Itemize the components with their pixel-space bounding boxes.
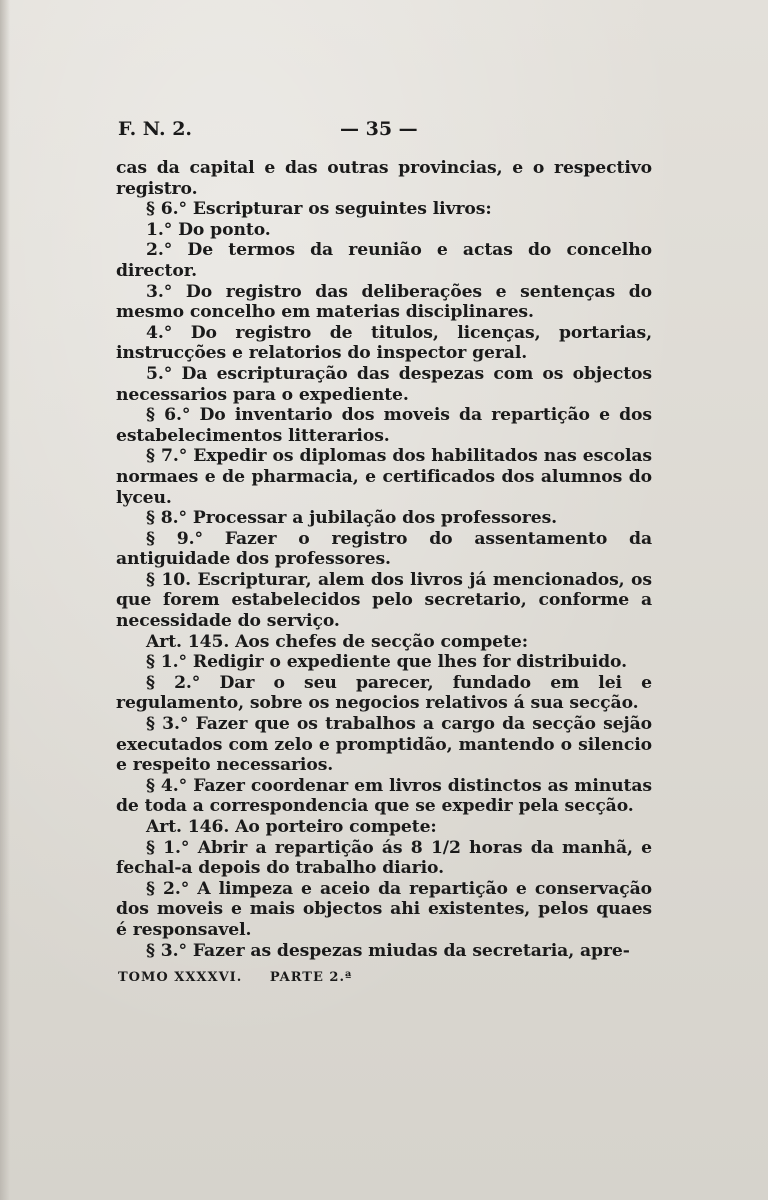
paragraph: § 4.° Fazer coordenar em livros distinctos as minutas de toda a correspondencia que se expedir pela secção. [116, 775, 652, 817]
paragraph: 2.° De termos da reunião e actas do concelho director. [116, 240, 652, 281]
paragraph: § 2.° A limpeza e aceio da repartição e conservação dos moveis e mais objectos ahi existentes, pelos quaes é responsavel. [116, 878, 652, 940]
paragraph: § 1.° Abrir a repartição ás 8 1/2 horas da manhã, e fechal-a depois do trabalho diario. [116, 837, 652, 879]
paragraph: 5.° Da escripturação das despezas com os objectos necessarios para o expediente. [116, 363, 652, 405]
paragraph: § 9.° Fazer o registro do assentamento da antiguidade dos professores. [116, 528, 652, 570]
paragraph: § 8.° Processar a jubilação dos professores. [146, 508, 558, 529]
paragraph: § 6.° Do inventario dos moveis da repartição e dos estabelecimentos litterarios. [116, 405, 652, 446]
page-footer [118, 970, 374, 985]
document-body [116, 158, 652, 961]
footer-volume: TOMO XXXXVI. [118, 970, 243, 985]
header-code: F. N. 2. [118, 118, 193, 140]
paragraph: § 3.° Fazer as despezas miudas da secretaria, apre- [146, 940, 630, 961]
page-header [118, 118, 658, 146]
paragraph: 3.° Do registro das deliberações e sentenças do mesmo concelho em materias disciplinares. [116, 281, 652, 323]
paragraph: 4.° Do registro de titulos, licenças, portarias, instrucções e relatorios do inspector geral. [116, 322, 652, 364]
paragraph: 1.° Do ponto. [146, 219, 271, 240]
paragraph: § 7.° Expedir os diplomas dos habilitados nas escolas normaes e de pharmacia, e certificados dos alumnos do lyceu. [116, 446, 652, 508]
paragraph: Art. 145. Aos chefes de secção compete: [146, 631, 528, 652]
paragraph: Art. 146. Ao porteiro compete: [146, 817, 437, 837]
paragraph: § 2.° Dar o seu parecer, fundado em lei e regulamento, sobre os negocios relativos á sua secção. [116, 672, 652, 714]
footer-part: PARTE 2.ª [269, 970, 353, 985]
paragraph: § 1.° Redigir o expediente que lhes for distribuido. [146, 652, 627, 673]
paragraph: § 10. Escripturar, alem dos livros já mencionados, os que forem estabelecidos pelo secretario, conforme a necessidade do serviço. [116, 569, 652, 632]
paragraph: § 3.° Fazer que os trabalhos a cargo da secção sejão executados com zelo e promptidão, mantendo o silencio e respeito necessarios. [116, 714, 652, 776]
page-number: — 35 — [340, 118, 418, 140]
paragraph: § 6.° Escripturar os seguintes livros: [146, 199, 492, 220]
paragraph: cas da capital e das outras provincias, e o respectivo registro. [116, 158, 652, 199]
page-edge-shadow [0, 0, 10, 1200]
